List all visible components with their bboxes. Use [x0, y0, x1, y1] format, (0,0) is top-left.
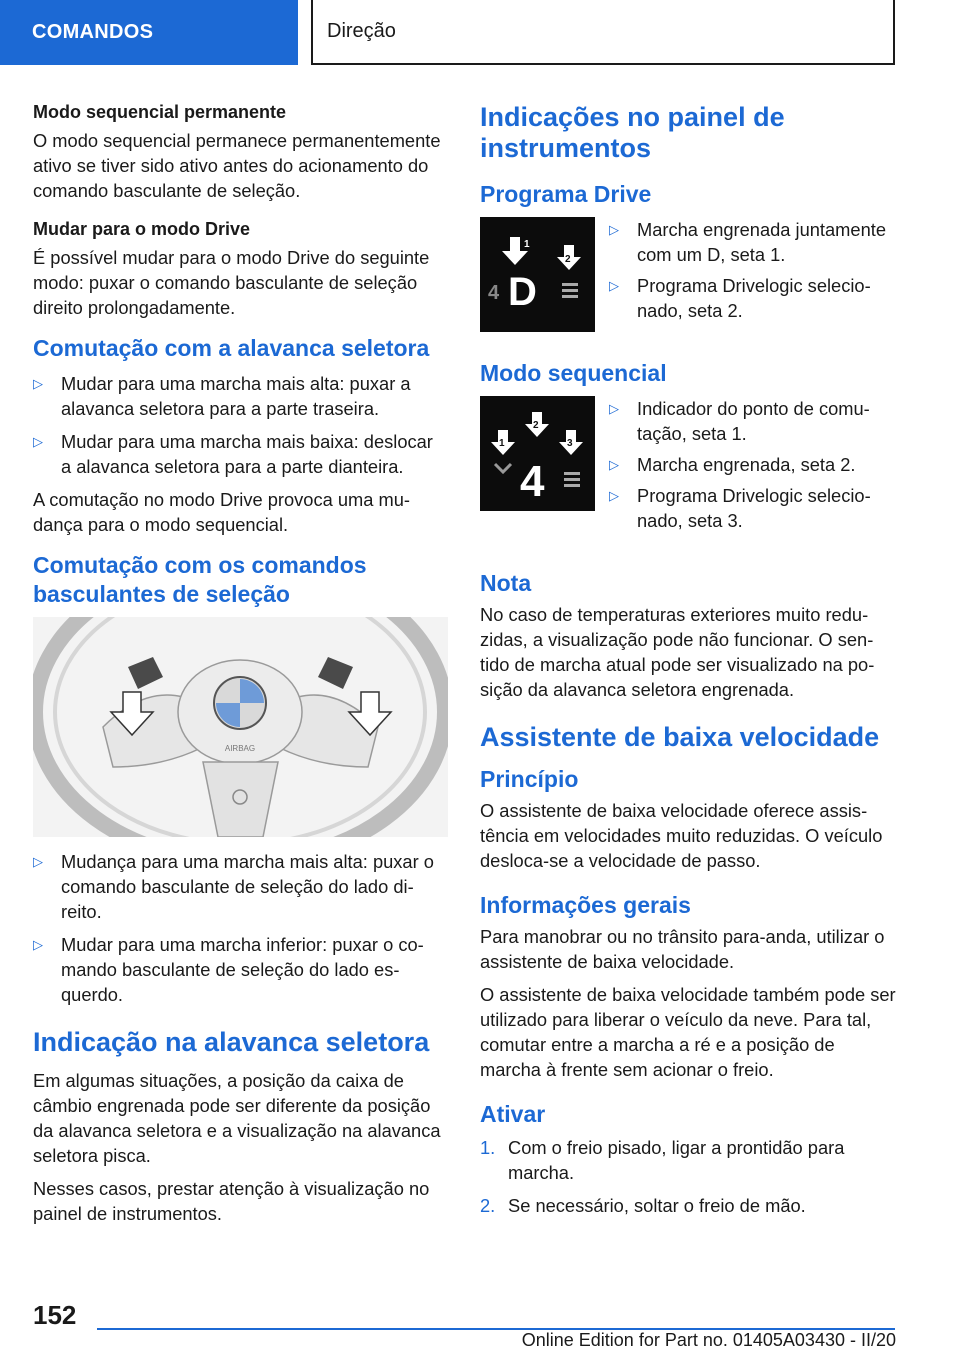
airbag-label: AIRBAG [224, 744, 256, 753]
para-alavanca: A comutação no modo Drive provoca uma mudança para o modo sequencial. [33, 489, 410, 535]
para-indicacao-1: Em algumas situações, a posição da caixa de câmbio engrenada pode ser diferente da posição da alavanca seletora e a visualização na alavanca seletora pisca. [33, 1070, 441, 1166]
steering-wheel-illustration [33, 617, 448, 837]
triangle-bullet-icon: ▷ [609, 401, 619, 416]
para-info-1: Para manobrar ou no trânsito para-anda, utilizar o assistente de baixa velocidade. [480, 926, 885, 972]
list-item: ▷ Mudar para uma marcha mais baixa: deslocar a alavanca seletora para a parte dianteira. [33, 431, 433, 477]
heading-painel: Indicações no painel de instrumentos [480, 102, 785, 163]
para-principio: O assistente de baixa velocidade oferece assistência em velocidades muito reduzidas. O veículo desloca-se a velocidade de passo. [480, 800, 883, 871]
list-alavanca [33, 371, 448, 479]
triangle-bullet-icon: ▷ [33, 854, 43, 869]
page-number: 152 [33, 1300, 77, 1330]
heading-nota: Nota [480, 570, 532, 596]
triangle-bullet-icon: ▷ [609, 278, 619, 293]
heading-programa-drive: Programa Drive [480, 181, 652, 207]
list-item: ▷ Marcha engrenada, seta 2. [609, 454, 856, 475]
para-indicacao-2: Nesses casos, prestar atenção à visualização no painel de instrumentos. [33, 1178, 430, 1224]
right-column [480, 102, 896, 1226]
cluster-display-sequencial [480, 396, 595, 511]
arrow-number: 2 [533, 420, 539, 431]
arrow-number: 2 [565, 254, 571, 265]
footer-edition: Online Edition for Part no. 01405A03430 - II/20 [521, 1330, 896, 1350]
list-modo-sequencial [609, 396, 896, 539]
list-programa-drive [609, 217, 896, 329]
gear-digit: 4 [488, 282, 500, 304]
list-item: ▷ Marcha engrenada juntamente com um D, seta 1. [609, 219, 886, 265]
figure-modo-sequencial [480, 396, 896, 547]
gear-digit: 4 [520, 457, 545, 506]
heading-basculantes: Comutação com os comandos basculantes de seleção [33, 552, 367, 607]
heading-seq-perm: Modo sequencial permanente [33, 102, 287, 122]
triangle-bullet-icon: ▷ [609, 222, 619, 237]
left-column [33, 100, 448, 1234]
cluster-display-drive [480, 217, 595, 332]
heading-principio: Princípio [480, 766, 579, 792]
arrow-number: 1 [499, 438, 505, 449]
list-item: ▷ Mudar para uma marcha mais alta: puxar a alavanca seletora para a parte traseira. [33, 373, 411, 419]
triangle-bullet-icon: ▷ [609, 457, 619, 472]
list-item: ▷ Programa Drivelogic selecionado, seta 2. [609, 275, 871, 321]
list-item: 2. Se necessário, soltar o freio de mão. [480, 1195, 806, 1216]
para-drive: É possível mudar para o modo Drive do seguinte modo: puxar o comando basculante de seleção direito prolongadamente. [33, 247, 430, 318]
figure-programa-drive [480, 217, 896, 337]
page-title: Direção [311, 0, 895, 65]
heading-informacoes: Informações gerais [480, 892, 691, 918]
arrow-number: 1 [524, 239, 530, 250]
list-item: 1. Com o freio pisado, ligar a prontidão para marcha. [480, 1137, 845, 1183]
para-info-2: O assistente de baixa velocidade também pode ser utilizado para liberar o veículo da neve. Para tal, comutar entre a marcha a ré e a posição de marcha à frente sem acionar o freio. [480, 984, 896, 1080]
gear-letter: D [508, 270, 537, 314]
section-tab: COMANDOS [0, 0, 298, 65]
list-item: ▷ Mudança para uma marcha mais alta: puxar o comando basculante de seleção do lado direito. [33, 851, 434, 922]
list-item: ▷ Mudar para uma marcha inferior: puxar o comando basculante de seleção do lado esquerdo. [33, 934, 424, 1005]
list-item: ▷ Programa Drivelogic selecionado, seta 3. [609, 485, 871, 531]
heading-indicacao: Indicação na alavanca seletora [33, 1027, 430, 1057]
triangle-bullet-icon: ▷ [33, 937, 43, 952]
heading-alavanca: Comutação com a alavanca seletora [33, 335, 430, 361]
triangle-bullet-icon: ▷ [33, 434, 43, 449]
triangle-bullet-icon: ▷ [33, 376, 43, 391]
para-nota: No caso de temperaturas exteriores muito reduzidas, a visualização pode não funcionar. O sentido de marcha atual pode ser visualizado na posição da alavanca seletora engrenada. [480, 604, 875, 700]
heading-assistente: Assistente de baixa velocidade [480, 722, 880, 752]
arrow-number: 3 [567, 438, 573, 449]
list-basculantes [33, 849, 448, 1007]
heading-ativar: Ativar [480, 1101, 546, 1127]
heading-drive: Mudar para o modo Drive [33, 219, 251, 239]
triangle-bullet-icon: ▷ [609, 488, 619, 503]
list-ativar [480, 1135, 896, 1218]
list-item: ▷ Indicador do ponto de comutação, seta 1. [609, 398, 870, 444]
para-seq-perm: O modo sequencial permanece permanentemente ativo se tiver sido ativo antes do acionamento do comando basculante de seleção. [33, 130, 441, 201]
heading-modo-sequencial: Modo sequencial [480, 360, 667, 386]
